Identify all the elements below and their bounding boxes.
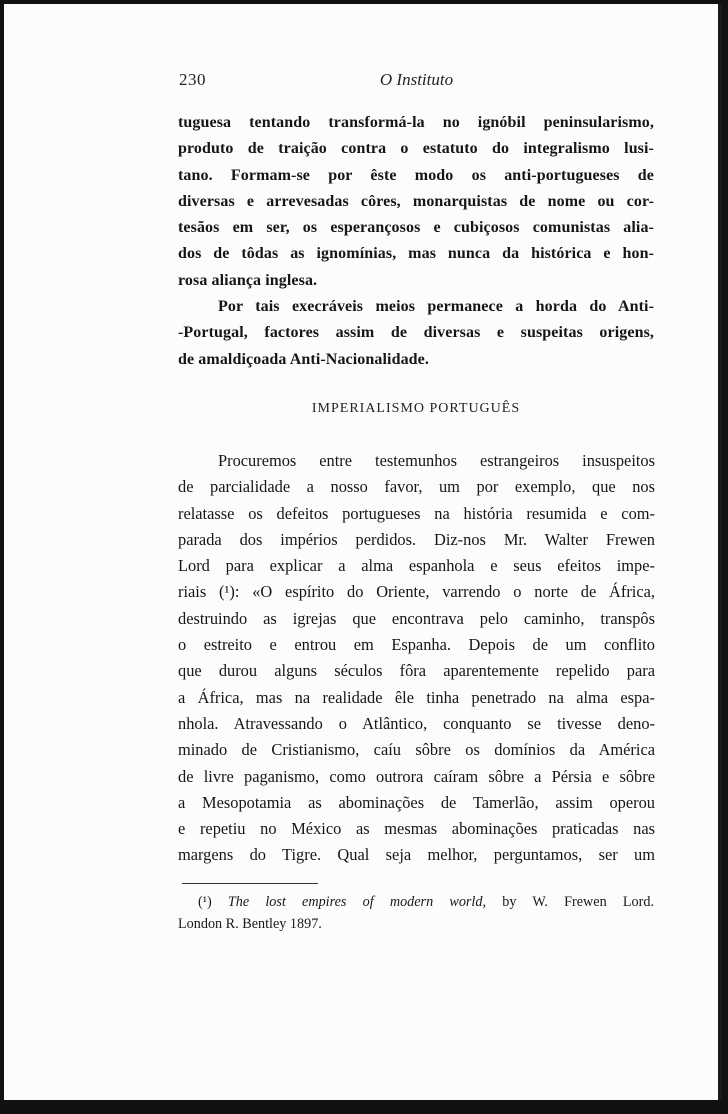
text-line: margens do Tigre. Qual seja melhor, perguntamos, ser um — [178, 845, 655, 865]
paragraph-3 — [178, 448, 655, 869]
footnote-rule — [182, 883, 318, 884]
section-heading: IMPERIALISMO PORTUGUÊS — [311, 401, 521, 416]
footnote-book-title: The lost empires of modern world, — [227, 894, 487, 910]
footnote-publisher: London R. Bentley 1897. — [178, 916, 322, 932]
text-line: diversas e arrevesadas côres, monarquistas de nome ou cor- — [178, 192, 654, 210]
paragraph-2 — [178, 294, 654, 373]
text-line: relatasse os defeitos portugueses na história resumida e com- — [178, 503, 655, 523]
text-line: de livre paganismo, como outrora caíram sôbre a Pérsia e sôbre — [178, 766, 655, 786]
text-line: parada dos impérios perdidos. Diz-nos Mr. Walter Frewen — [178, 529, 655, 549]
footnote — [178, 891, 654, 935]
text-line: Por tais execráveis meios permanece a horda do Anti- — [218, 298, 654, 315]
text-line: dos de tôdas as ignomínias, mas nunca da histórica e hon- — [178, 245, 654, 263]
text-line: Procuremos entre testemunhos estrangeiros insuspeitos — [218, 451, 655, 470]
text-line: o estreito e entrou em Espanha. Depois de um conflito — [178, 635, 655, 655]
text-line: produto de traição contra o estatuto do integralismo lusi- — [178, 140, 654, 158]
text-line: destruindo as igrejas que encontrava pelo caminho, transpôs — [178, 608, 655, 628]
text-line: a Mesopotamia as abominações de Tamerlão, assim operou — [178, 792, 655, 812]
page-header — [179, 70, 654, 92]
text-line: Lord para explicar a alma espanhola e seus efeitos impe- — [178, 556, 655, 576]
text-line: de amaldiçoada Anti-Nacionalidade. — [178, 350, 429, 368]
footnote-author: by W. Frewen Lord. — [502, 894, 655, 910]
text-line: -Portugal, factores assim de diversas e suspeitas origens, — [178, 324, 654, 342]
page-number: 230 — [179, 70, 206, 89]
text-line: a África, mas na realidade êle tinha penetrado na alma espa- — [178, 687, 655, 707]
footnote-marker: (¹) — [198, 894, 212, 910]
text-line: nhola. Atravessando o Atlântico, conquanto se tivesse deno- — [178, 713, 655, 733]
paragraph-1 — [178, 110, 654, 294]
text-line: de parcialidade a nosso favor, um por exemplo, que nos — [178, 477, 655, 497]
text-line: rosa aliança inglesa. — [178, 271, 318, 289]
text-line: tesãos em ser, os esperançosos e cubiçosos comunistas alia- — [178, 219, 654, 237]
footnote-line — [178, 891, 654, 913]
text-line: tuguesa tentando transformá-la no ignóbil peninsularismo, — [178, 114, 654, 131]
text-line: riais (¹): «O espírito do Oriente, varrendo o norte de África, — [178, 582, 655, 602]
text-line: tano. Formam-se por êste modo os anti-portugueses de — [178, 166, 654, 184]
running-title: O Instituto — [379, 70, 454, 89]
book-page — [4, 4, 722, 1100]
text-line: e repetiu no México as mesmas abominações praticadas nas — [178, 819, 655, 839]
text-line: minado de Cristianismo, caíu sôbre os domínios da América — [178, 740, 655, 760]
text-line: que durou alguns séculos fôra aparentemente repelido para — [178, 661, 655, 681]
